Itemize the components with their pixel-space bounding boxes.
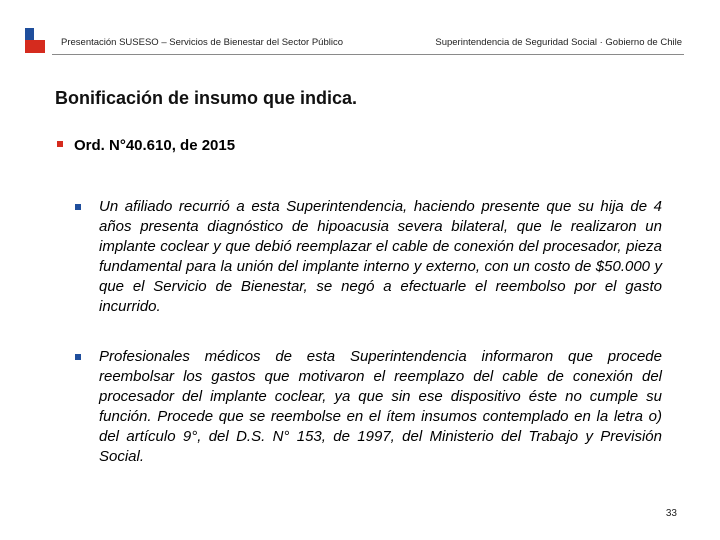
slide-title: Bonificación de insumo que indica. <box>55 88 358 108</box>
blue-bullet-icon <box>75 204 81 210</box>
main-bullet <box>57 137 235 154</box>
paragraph-2 <box>75 347 662 467</box>
header-divider <box>52 54 684 55</box>
flag-blue-field <box>25 28 34 40</box>
paragraph-2-text: Profesionales médicos de esta Superintendencia informaron que procede reembolsar los gastos que motivaron el reemplazo del cable de conexión del procesador del implante coclear, ya que sin ese dispositivo éste no cumple su función. Procede que se reembolse en el ítem insumos contemplado en la letra o) del artículo 9°, del D.S. N° 153, de 1997, del Ministerio del Trabajo y Previsión Social. <box>99 348 662 465</box>
flag-red-field <box>25 40 45 53</box>
flag-white-field <box>34 28 45 40</box>
blue-bullet-icon <box>75 354 81 360</box>
header-right-text: Superintendencia de Seguridad Social · Gobierno de Chile <box>435 37 682 48</box>
paragraph-1-text: Un afiliado recurrió a esta Superintendencia, haciendo presente que su hija de 4 años presenta diagnóstico de hipoacusia severa bilateral, que le realizaron un implante coclear y que debió reemplazar el cable de conexión del procesador, pieza fundamental para la unión del implante interno y externo, con un costo de $50.000 y que el Servicio de Bienestar, se negó a efectuarle el reembolso por el gasto incurrido. <box>99 198 662 315</box>
red-bullet-icon <box>57 141 63 147</box>
chile-flag-logo <box>25 28 45 53</box>
header-left-text: Presentación SUSESO – Servicios de Bienestar del Sector Público <box>61 37 343 48</box>
main-bullet-text: Ord. N°40.610, de 2015 <box>74 137 236 154</box>
page-number: 33 <box>665 508 677 519</box>
paragraph-1 <box>75 197 662 317</box>
